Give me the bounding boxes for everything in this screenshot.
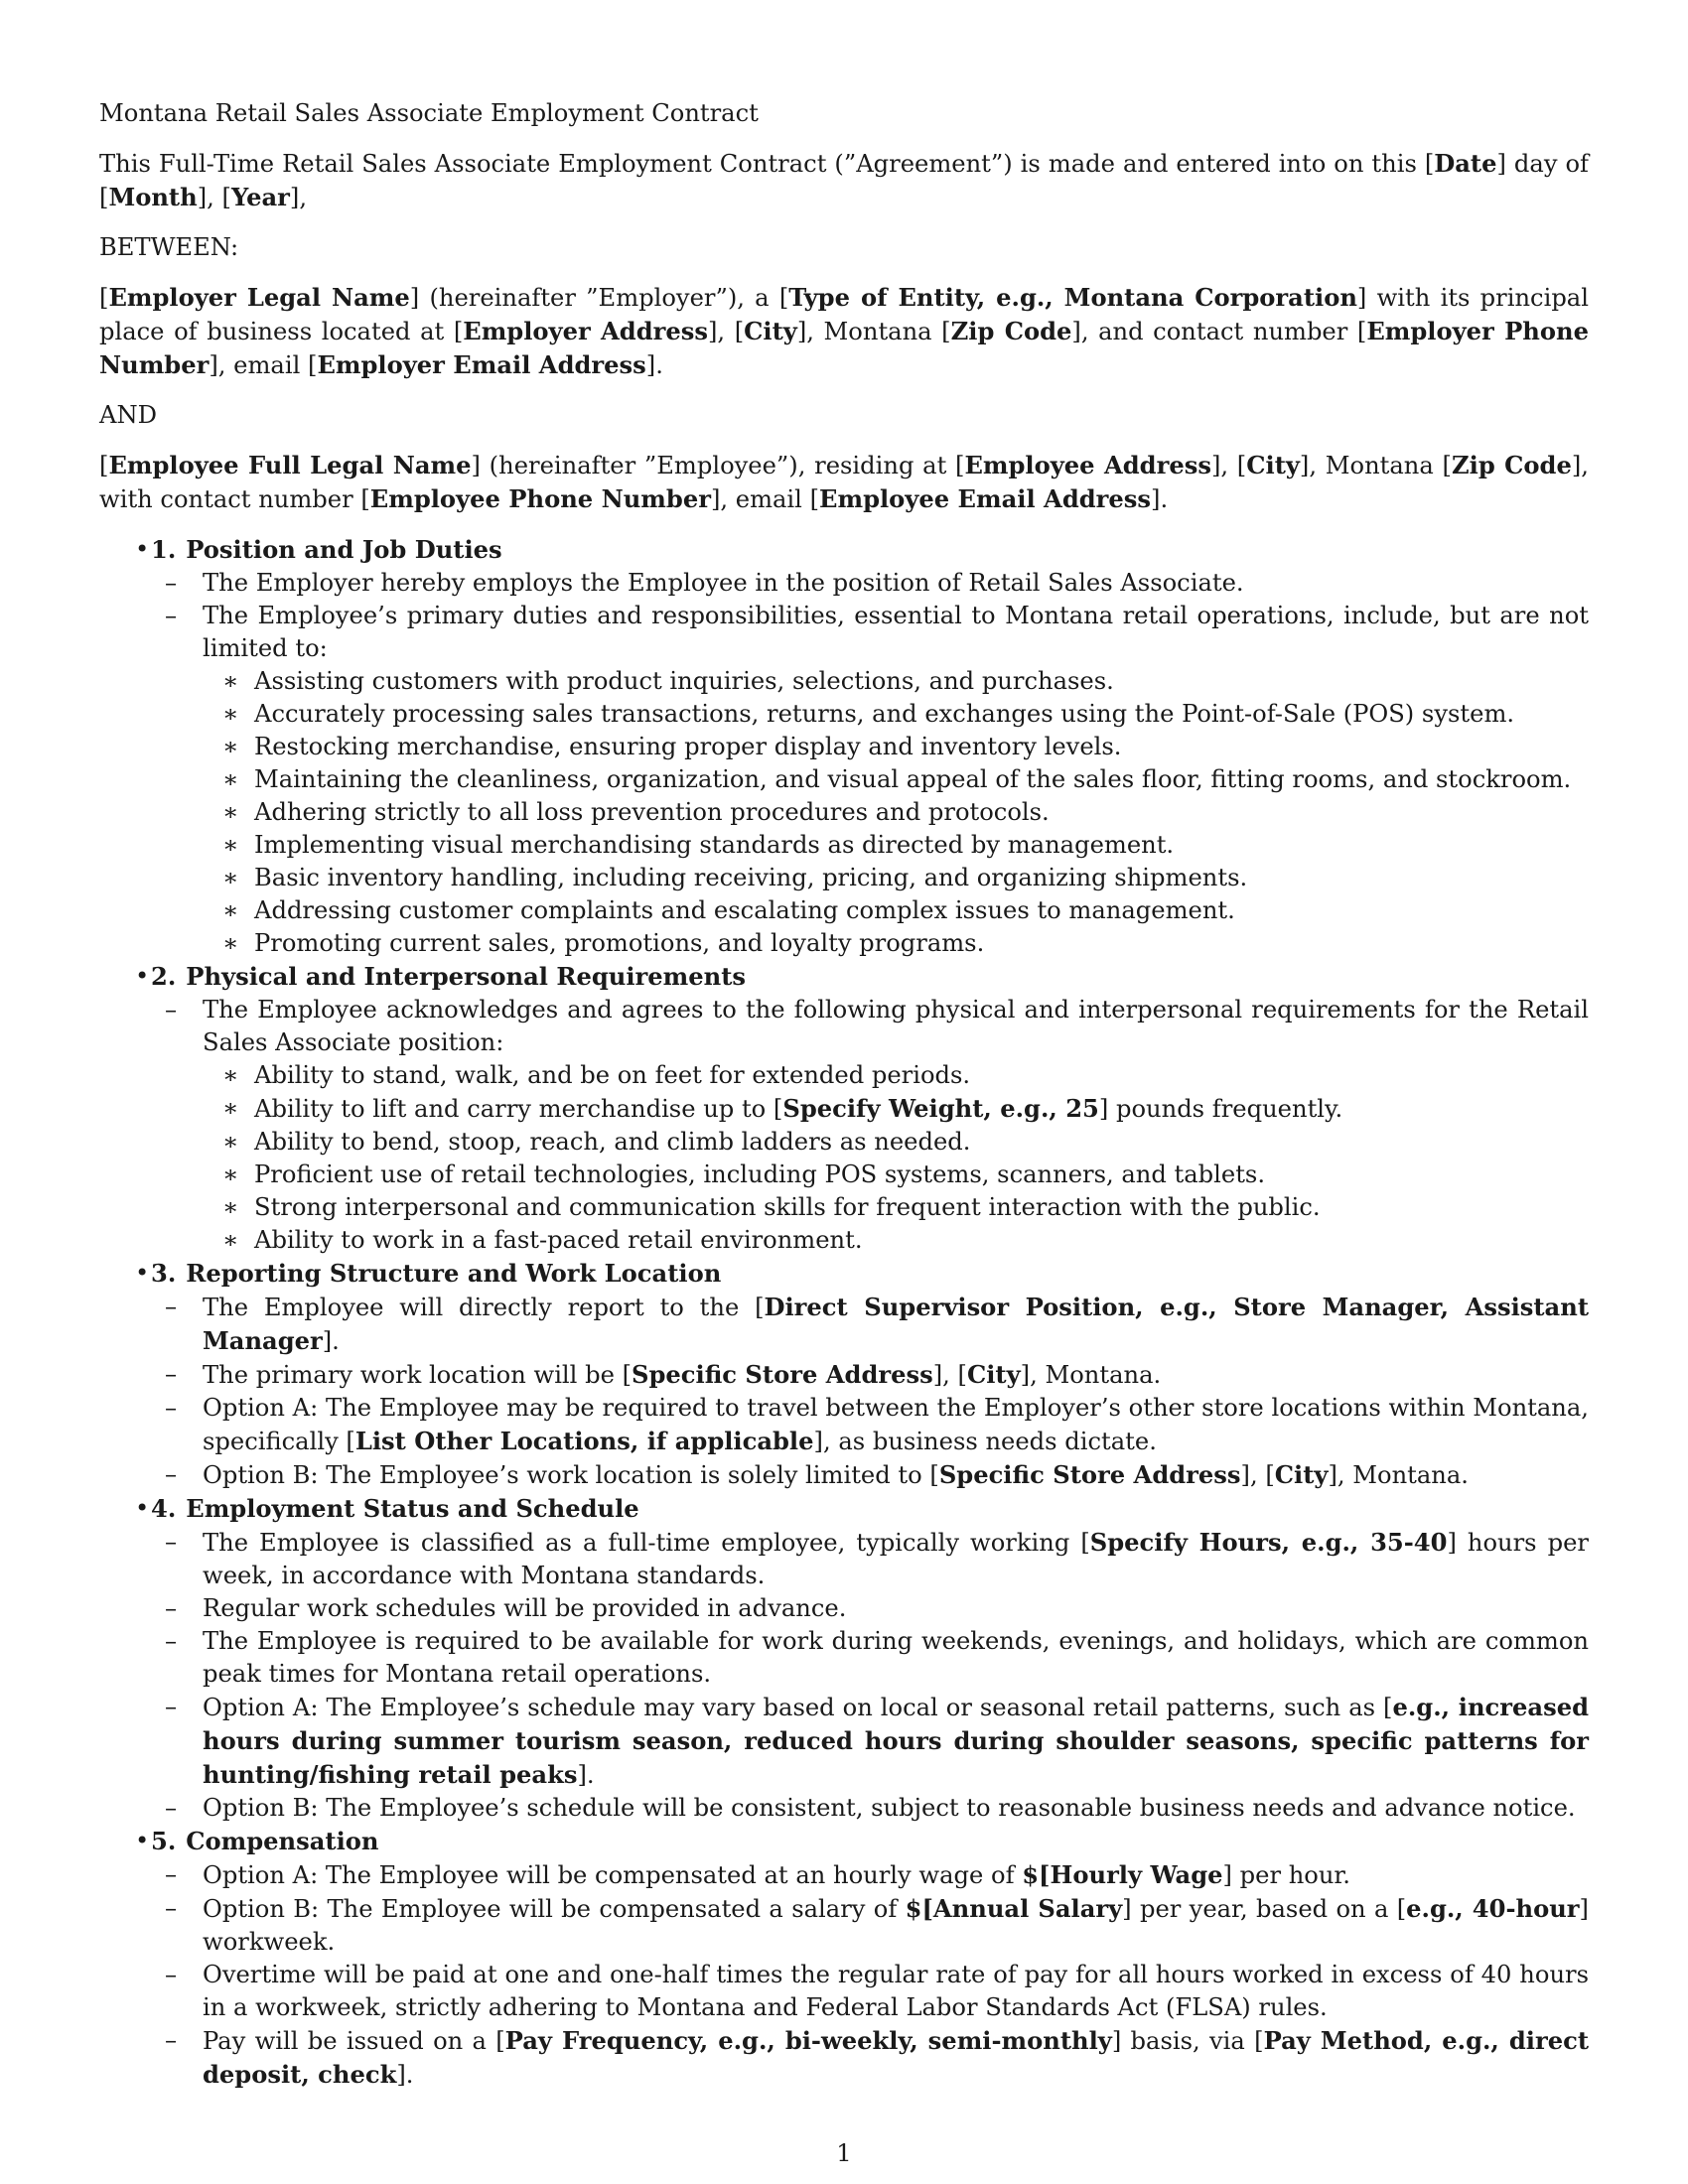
text-run: ]. — [322, 1327, 340, 1355]
clause-item — [151, 1691, 1589, 1792]
text-run: ]. — [1151, 485, 1169, 513]
text-run: ] with its principal place of business located at [ — [99, 284, 1589, 345]
text-run: Option A: The Employee may be required to travel between the Employer’s other store locations within Montana, specifically [ — [203, 1394, 1589, 1455]
employee-paragraph — [99, 449, 1589, 516]
sub-clause-item — [203, 796, 1589, 829]
text-run: Option B: The Employee’s work location is solely limited to [ — [203, 1461, 939, 1489]
clause-text — [203, 1458, 1589, 1492]
text-run: Pay will be issued on a [ — [203, 2027, 505, 2055]
text-run: Strong interpersonal and communication skills for frequent interaction with the public. — [254, 1193, 1321, 1221]
clause-item — [151, 1358, 1589, 1392]
section-heading — [151, 960, 1589, 994]
clause-item — [151, 1291, 1589, 1358]
section-number: 5. — [151, 1827, 177, 1855]
text-run: ] (hereinafter ”Employer”), a [ — [409, 284, 789, 312]
placeholder-field: Pay Method, e.g., direct deposit, check — [203, 2026, 1589, 2089]
section-4 — [99, 1492, 1589, 1825]
text-run: ] workweek. — [203, 1895, 1589, 1956]
clause-item — [151, 1526, 1589, 1592]
sub-clause-item — [203, 1059, 1589, 1092]
section-heading — [151, 1492, 1589, 1526]
placeholder-field: e.g., increased hours during summer tourism season, reduced hours during shoulder seasons, specific patterns for hunting/fishing retail peaks — [203, 1693, 1589, 1789]
text-run: Ability to work in a fast-paced retail environment. — [254, 1226, 863, 1254]
placeholder-field: Employer Legal Name — [108, 283, 410, 312]
placeholder-field: Date — [1434, 149, 1497, 178]
clause-text — [203, 2024, 1589, 2092]
clause-text — [203, 1858, 1589, 1892]
placeholder-field: Employer Address — [463, 317, 708, 345]
clause-text — [203, 1592, 1589, 1625]
text-run: ] per year, based on a [ — [1122, 1895, 1407, 1923]
text-run: Option A: The Employee will be compensated at an hourly wage of — [203, 1861, 1023, 1889]
text-run: Basic inventory handling, including receiving, pricing, and organizing shipments. — [254, 864, 1248, 891]
clause-item — [151, 1959, 1589, 2024]
text-run: ], and contact number [ — [1071, 318, 1367, 345]
text-run: Implementing visual merchandising standards as directed by management. — [254, 831, 1175, 859]
clause-item — [151, 567, 1589, 600]
placeholder-field: Specific Store Address — [632, 1360, 933, 1389]
section-title: Compensation — [186, 1827, 379, 1855]
text-run: Ability to stand, walk, and be on feet for extended periods. — [254, 1061, 971, 1089]
text-run: ], with contact number [ — [99, 452, 1589, 513]
clause-text — [203, 1691, 1589, 1792]
clause-text — [203, 994, 1589, 1059]
text-run: The primary work location will be [ — [203, 1361, 633, 1389]
between-label: BETWEEN: — [99, 233, 239, 261]
text-run: ], [ — [1240, 1461, 1275, 1489]
placeholder-field: Employee Email Address — [819, 484, 1152, 513]
sub-clause-item — [203, 1191, 1589, 1224]
placeholder-field: $[Annual Salary — [905, 1894, 1123, 1923]
text-run: ] (hereinafter ”Employee”), residing at [ — [471, 452, 965, 479]
placeholder-field: City — [1246, 451, 1300, 479]
text-run: Regular work schedules will be provided in advance. — [203, 1594, 847, 1622]
text-run: ] hours per week, in accordance with Montana standards. — [203, 1529, 1589, 1589]
section-number: 1. — [151, 535, 177, 564]
text-run: Maintaining the cleanliness, organization, and visual appeal of the sales floor, fitting rooms, and stockroom. — [254, 765, 1572, 793]
clause-text — [203, 1892, 1589, 1959]
text-run: The Employee’s primary duties and responsibilities, essential to Montana retail operations, include, but are not limited to: — [203, 602, 1589, 662]
text-run: Ability to lift and carry merchandise up to [ — [254, 1095, 783, 1123]
text-run: Option A: The Employee’s schedule may vary based on local or seasonal retail patterns, such as [ — [203, 1694, 1393, 1721]
text-run: ] day of — [1496, 150, 1589, 178]
text-run: ], [ — [1210, 452, 1247, 479]
text-run: ], as business needs dictate. — [813, 1428, 1157, 1455]
text-run: Accurately processing sales transactions, returns, and exchanges using the Point-of-Sale (POS) system. — [254, 700, 1515, 728]
placeholder-field: Employee Full Legal Name — [108, 451, 472, 479]
clause-item — [151, 1892, 1589, 1959]
text-run: Ability to bend, stoop, reach, and climb ladders as needed. — [254, 1128, 971, 1156]
placeholder-field: Pay Frequency, e.g., bi-weekly, semi-monthly — [504, 2026, 1112, 2055]
placeholder-field: Employee Phone Number — [369, 484, 711, 513]
clause-item — [151, 1858, 1589, 1892]
section-heading — [151, 1257, 1589, 1291]
text-run: ], email [ — [209, 351, 318, 379]
text-run: [ — [99, 184, 109, 211]
section-3 — [99, 1257, 1589, 1492]
clause-item — [151, 1458, 1589, 1492]
placeholder-field: Month — [108, 183, 198, 211]
section-title: Position and Job Duties — [186, 535, 502, 564]
clause-item — [151, 1592, 1589, 1625]
sub-clause-item — [203, 698, 1589, 731]
text-run: ], email [ — [710, 485, 820, 513]
sub-clause-item — [203, 1092, 1589, 1126]
placeholder-field: City — [744, 317, 797, 345]
placeholder-field: Specify Hours, e.g., 35-40 — [1089, 1528, 1448, 1557]
text-run: ]. — [396, 2061, 414, 2089]
text-run: Restocking merchandise, ensuring proper display and inventory levels. — [254, 733, 1122, 760]
employer-paragraph — [99, 281, 1589, 382]
section-2 — [99, 960, 1589, 1257]
clause-list — [151, 1858, 1589, 2092]
text-run: ], [ — [197, 184, 231, 211]
section-title: Reporting Structure and Work Location — [186, 1259, 722, 1288]
placeholder-field: Employer Phone Number — [99, 317, 1589, 379]
clause-text — [203, 1291, 1589, 1358]
placeholder-field: $[Hourly Wage — [1022, 1860, 1223, 1889]
placeholder-field: Specific Store Address — [938, 1460, 1241, 1489]
text-run: ], Montana. — [1020, 1361, 1162, 1389]
text-run: The Employee is required to be available for work during weekends, evenings, and holidays, which are common peak times for Montana retail operations. — [203, 1627, 1589, 1688]
text-run: ]. — [577, 1761, 595, 1789]
text-run: Proficient use of retail technologies, including POS systems, scanners, and tablets. — [254, 1160, 1266, 1188]
placeholder-field: e.g., 40-hour — [1406, 1894, 1580, 1923]
sub-clause-item — [203, 665, 1589, 698]
clause-text — [203, 1358, 1589, 1392]
placeholder-field: City — [1274, 1460, 1329, 1489]
text-run: The Employee acknowledges and agrees to the following physical and interpersonal requirements for the Retail Sales Associate position: — [203, 996, 1589, 1056]
document-title: Montana Retail Sales Associate Employment Contract — [99, 99, 759, 127]
document-page — [99, 97, 1589, 2092]
text-run: ] basis, via [ — [1111, 2027, 1264, 2055]
clause-text — [203, 1392, 1589, 1458]
placeholder-field: Direct Supervisor Position, e.g., Store Manager, Assistant Manager — [203, 1293, 1589, 1355]
clause-item — [151, 1625, 1589, 1691]
placeholder-field: Employer Email Address — [317, 350, 646, 379]
text-run: The Employee will directly report to the [ — [203, 1294, 765, 1321]
sub-clause-item — [203, 1126, 1589, 1159]
section-title: Employment Status and Schedule — [186, 1494, 639, 1523]
clause-item — [151, 2024, 1589, 2092]
section-heading — [151, 1825, 1589, 1858]
intro-paragraph — [99, 147, 1589, 214]
text-run: Adhering strictly to all loss prevention procedures and protocols. — [254, 798, 1050, 826]
text-run: Addressing customer complaints and escalating complex issues to management. — [254, 896, 1235, 924]
text-run: The Employer hereby employs the Employee in the position of Retail Sales Associate. — [203, 569, 1244, 597]
placeholder-field: City — [966, 1360, 1021, 1389]
clause-text — [203, 1959, 1589, 2024]
page-number: 1 — [836, 2139, 852, 2167]
placeholder-field: Zip Code — [1451, 451, 1572, 479]
text-run: ], — [289, 184, 308, 211]
clause-list — [151, 567, 1589, 960]
clause-text — [203, 600, 1589, 665]
text-run: ], Montana. — [1328, 1461, 1469, 1489]
sub-clause-item — [203, 927, 1589, 960]
text-run: ], Montana [ — [1299, 452, 1452, 479]
clause-text — [203, 1792, 1589, 1825]
placeholder-field: Employee Address — [964, 451, 1211, 479]
clause-text — [203, 567, 1589, 600]
text-run: [ — [1424, 150, 1435, 178]
placeholder-field: Type of Entity, e.g., Montana Corporation — [788, 283, 1357, 312]
clause-list — [151, 994, 1589, 1257]
placeholder-field: List Other Locations, if applicable — [354, 1427, 814, 1455]
section-5 — [99, 1825, 1589, 2092]
clause-item — [151, 1792, 1589, 1825]
section-number: 2. — [151, 962, 177, 991]
sub-clause-item — [203, 862, 1589, 894]
text-run: ], [ — [708, 318, 745, 345]
placeholder-field: Specify Weight, e.g., 25 — [782, 1094, 1099, 1123]
clause-item — [151, 600, 1589, 960]
sections-list — [99, 533, 1589, 2092]
sub-clause-item — [203, 1224, 1589, 1257]
text-run: ], [ — [932, 1361, 967, 1389]
sub-clause-item — [203, 894, 1589, 927]
text-run: ] per hour. — [1222, 1861, 1350, 1889]
clause-item — [151, 1392, 1589, 1458]
sub-clause-list — [203, 665, 1589, 960]
text-run: [ — [99, 452, 109, 479]
text-run: Option B: The Employee’s schedule will be consistent, subject to reasonable business needs and advance notice. — [203, 1794, 1576, 1822]
text-run: ], Montana [ — [796, 318, 951, 345]
clause-list — [151, 1291, 1589, 1492]
and-label: AND — [99, 401, 158, 429]
text-run: The Employee is classified as a full-time employee, typically working [ — [203, 1529, 1090, 1557]
text-run: ] pounds frequently. — [1098, 1095, 1343, 1123]
section-number: 3. — [151, 1259, 177, 1288]
clause-item — [151, 994, 1589, 1257]
section-title: Physical and Interpersonal Requirements — [186, 962, 747, 991]
text-run: Assisting customers with product inquiries, selections, and purchases. — [254, 667, 1114, 695]
placeholder-field: Year — [230, 183, 290, 211]
clause-text — [203, 1625, 1589, 1691]
section-1 — [99, 533, 1589, 960]
text-run: This Full-Time Retail Sales Associate Employment Contract (”Agreement”) is made and entered into on this — [99, 150, 1425, 178]
text-run: Option B: The Employee will be compensated a salary of — [203, 1895, 906, 1923]
text-run: [ — [99, 284, 109, 312]
text-run: ]. — [645, 351, 663, 379]
sub-clause-item — [203, 829, 1589, 862]
placeholder-field: Zip Code — [950, 317, 1072, 345]
sub-clause-item — [203, 731, 1589, 763]
sub-clause-list — [203, 1059, 1589, 1257]
text-run: Promoting current sales, promotions, and loyalty programs. — [254, 929, 985, 957]
clause-text — [203, 1526, 1589, 1592]
section-heading — [151, 533, 1589, 567]
clause-list — [151, 1526, 1589, 1825]
sub-clause-item — [203, 763, 1589, 796]
sub-clause-item — [203, 1159, 1589, 1191]
text-run: Overtime will be paid at one and one-half times the regular rate of pay for all hours worked in excess of 40 hours in a workweek, strictly adhering to Montana and Federal Labor Standards Act (FLSA) rules. — [203, 1961, 1589, 2021]
section-number: 4. — [151, 1494, 177, 1523]
